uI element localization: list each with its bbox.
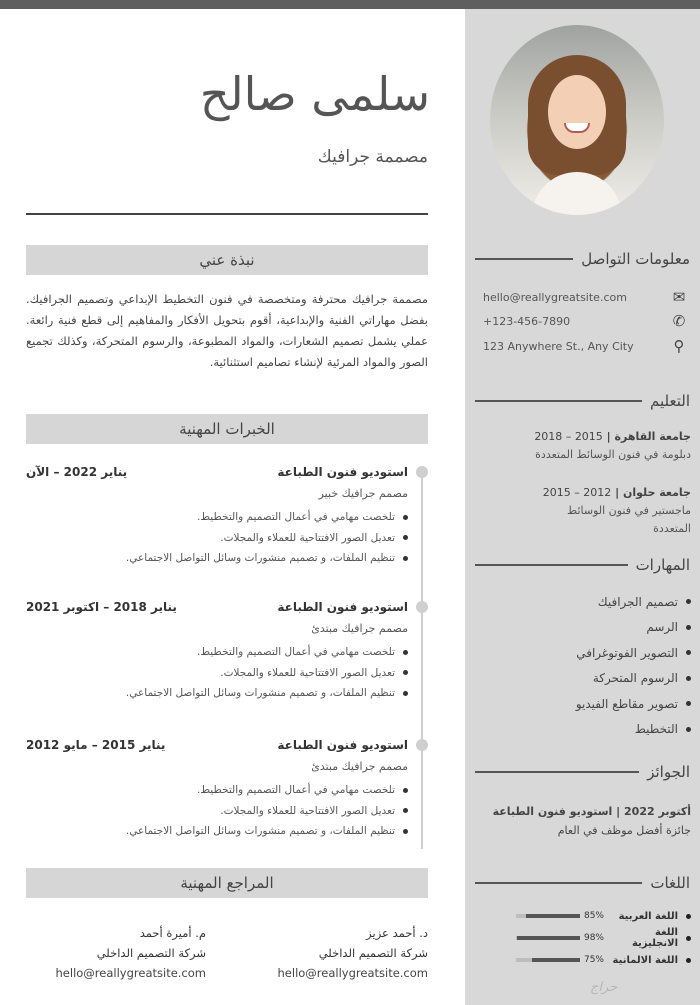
skill-item <box>479 615 691 641</box>
job-dates: يناير 2015 – مايو 2012 <box>26 738 166 752</box>
skill-item <box>479 666 691 692</box>
job-bullet <box>26 780 408 801</box>
skill-label: الرسوم المتحركة <box>592 671 678 686</box>
watermark: حراج <box>590 980 618 995</box>
person-name: سلمى صالح <box>199 67 430 121</box>
about-text: مصممة جرافيك محترفة ومتخصصة في فنون التخطيط الإبداعي وتصميم الجرافيك. بفضل مهاراتي الفنية والإبداعية، أقوم بتحويل الأفكار والمفاهيم إلى قطع فنية رائعة. عملي يشمل تصميم الشعارات، والمواد المطبوعة، والرسوم المتحركة، وكذلك تجميع الصور والمواد المرئية لإنشاء تصاميم استثنائية. <box>26 292 428 369</box>
timeline-dot <box>416 466 428 478</box>
job-title: مصمم جرافيك مبتدئ <box>311 760 408 773</box>
bullet-dot <box>686 701 691 706</box>
job-dates: يناير 2022 – الآن <box>26 465 128 479</box>
job-bullet-text: تلخصت مهامي في أعمال التصميم والتخطيط. <box>196 511 395 523</box>
language-name: اللغة العربية <box>618 910 678 922</box>
bullet-dot <box>686 676 691 681</box>
job-company: استوديو فنون الطباعة <box>277 738 408 752</box>
job-bullet-text: تعديل الصور الافتتاحية للعملاء والمجلات. <box>220 531 395 544</box>
contact-heading <box>475 247 690 271</box>
job-bullet-text: تنظيم الملفات، و تصميم منشورات وسائل التواصل الاجتماعي. <box>125 825 395 837</box>
job-bullet <box>26 507 408 528</box>
language-level-fill <box>532 958 580 962</box>
language-level-bar <box>516 914 580 918</box>
job-bullet <box>26 663 408 684</box>
job-company: استوديو فنون الطباعة <box>277 600 408 614</box>
bullet-dot <box>403 808 408 813</box>
job-bullets <box>26 642 408 704</box>
language-name: اللغة الانجليزية <box>631 927 678 949</box>
contact-address: 123 Anywhere St., Any City <box>483 339 634 353</box>
education-years: 2012 – 2015 <box>542 486 612 499</box>
job-bullet-text: تلخصت مهامي في أعمال التصميم والتخطيط. <box>196 784 395 796</box>
heading-line <box>475 258 573 260</box>
references-heading: المراجع المهنية <box>26 868 428 898</box>
reference-email[interactable]: hello@reallygreatsite.com <box>55 966 206 980</box>
language-item <box>479 905 691 927</box>
reference-org: شركة التصميم الداخلي <box>318 946 428 960</box>
skills-list <box>479 589 691 742</box>
mail-icon: ✉ <box>672 288 686 306</box>
job-bullet <box>26 548 408 569</box>
reference-item <box>26 923 206 983</box>
timeline-dot <box>416 601 428 613</box>
profile-photo <box>490 25 664 215</box>
languages-heading-text: اللغات <box>650 874 690 892</box>
bullet-dot <box>403 670 408 675</box>
awards-heading-text: الجوائز <box>647 763 690 781</box>
job-bullet <box>26 642 408 663</box>
sidebar <box>465 9 700 1005</box>
location-pin-icon: ⚲ <box>673 337 685 355</box>
bullet-dot <box>686 936 691 941</box>
job-bullet-text: تلخصت مهامي في أعمال التصميم والتخطيط. <box>196 646 395 658</box>
job-bullet <box>26 821 408 842</box>
skill-item <box>479 640 691 666</box>
main-column <box>0 9 465 1005</box>
photo-shirt <box>532 172 622 215</box>
skill-label: التصوير الفوتوغرافي <box>576 645 678 660</box>
top-bar <box>0 0 700 9</box>
job-entry <box>26 463 408 569</box>
bullet-dot <box>403 556 408 561</box>
bullet-dot <box>686 650 691 655</box>
heading-line <box>475 882 642 884</box>
awards-heading <box>475 760 690 784</box>
education-school-line: جامعة القاهرة | 2015 – 2018 <box>534 430 691 443</box>
job-entry <box>26 736 408 842</box>
reference-name: م. أميرة أحمد <box>139 926 206 940</box>
skill-label: تصوير مقاطع الفيديو <box>575 696 678 711</box>
job-bullet-text: تعديل الصور الافتتاحية للعملاء والمجلات. <box>220 666 395 679</box>
award-title-line: أكتوبر 2022 | استوديو فنون الطباعة <box>492 805 691 818</box>
language-level-bar <box>516 958 580 962</box>
skill-label: التخطيط <box>634 722 678 737</box>
language-name: اللغة الالمانية <box>612 954 678 966</box>
education-heading <box>475 389 690 413</box>
education-years: 2015 – 2018 <box>534 430 603 443</box>
award-org: استوديو فنون الطباعة <box>492 805 613 818</box>
languages-list <box>479 905 691 971</box>
heading-line <box>475 400 642 402</box>
education-item <box>479 428 691 464</box>
phone-icon: ✆ <box>672 312 686 330</box>
skill-item <box>479 717 691 743</box>
language-level-fill <box>526 914 580 918</box>
contact-email[interactable]: hello@reallygreatsite.com <box>483 290 627 304</box>
header-divider <box>26 213 428 215</box>
job-title: مصمم جرافيك خبير <box>318 487 408 500</box>
job-bullet-text: تنظيم الملفات، و تصميم منشورات وسائل التواصل الاجتماعي. <box>125 552 395 564</box>
timeline-line <box>421 475 423 849</box>
reference-name: د. أحمد عزيز <box>366 926 428 940</box>
award-name: جائزة أفضل موظف في العام <box>557 824 691 837</box>
contact-heading-text: معلومات التواصل <box>581 250 690 268</box>
bullet-dot <box>686 958 691 963</box>
reference-email[interactable]: hello@reallygreatsite.com <box>277 966 428 980</box>
job-title: مصمم جرافيك مبتدئ <box>311 622 408 635</box>
timeline-dot <box>416 739 428 751</box>
experience-heading: الخبرات المهنية <box>26 414 428 444</box>
photo-face <box>548 75 606 149</box>
language-percent: 98% <box>583 933 604 943</box>
job-entry <box>26 598 408 704</box>
skills-heading-text: المهارات <box>635 556 690 574</box>
heading-line <box>475 564 628 566</box>
language-item <box>479 949 691 971</box>
bullet-dot <box>686 599 691 604</box>
education-item <box>479 484 691 538</box>
contact-address-row <box>483 336 688 356</box>
education-degree: دبلومة في فنون الوسائط المتعددة <box>535 448 691 461</box>
language-item <box>479 927 691 949</box>
award-item <box>479 802 691 840</box>
job-bullets <box>26 507 408 569</box>
person-role: مصممة جرافيك <box>317 147 428 167</box>
contact-email-row <box>483 287 688 307</box>
about-heading: نبذة عني <box>26 245 428 275</box>
job-bullet-text: تعديل الصور الافتتاحية للعملاء والمجلات. <box>220 804 395 817</box>
job-bullet <box>26 801 408 822</box>
skills-heading <box>475 553 690 577</box>
bullet-dot <box>403 788 408 793</box>
reference-item <box>248 923 428 983</box>
language-percent: 85% <box>583 911 604 921</box>
education-degree: ماجستير في فنون الوسائط المتعددة <box>567 504 691 535</box>
contact-phone[interactable]: +123-456-7890 <box>483 314 571 328</box>
education-heading-text: التعليم <box>650 392 690 410</box>
job-bullets <box>26 780 408 842</box>
references-list <box>26 923 428 983</box>
language-level-bar <box>516 936 580 940</box>
job-dates: يناير 2018 – اكتوبر 2021 <box>26 600 177 614</box>
education-school: جامعة حلوان <box>622 486 691 499</box>
bullet-dot <box>403 515 408 520</box>
skill-item <box>479 691 691 717</box>
bullet-dot <box>686 625 691 630</box>
job-bullet <box>26 528 408 549</box>
job-company: استوديو فنون الطباعة <box>277 465 408 479</box>
bullet-dot <box>686 914 691 919</box>
reference-org: شركة التصميم الداخلي <box>96 946 206 960</box>
bullet-dot <box>403 650 408 655</box>
bullet-dot <box>686 727 691 732</box>
bullet-dot <box>403 829 408 834</box>
language-percent: 75% <box>583 955 604 965</box>
contact-phone-row <box>483 311 688 331</box>
language-level-fill <box>517 936 580 940</box>
bullet-dot <box>403 691 408 696</box>
award-date: أكتوبر 2022 <box>624 805 691 818</box>
education-school-line: جامعة حلوان | 2012 – 2015 <box>542 486 691 499</box>
heading-line <box>475 771 639 773</box>
languages-heading <box>475 871 690 895</box>
skill-item <box>479 589 691 615</box>
job-bullet-text: تنظيم الملفات، و تصميم منشورات وسائل التواصل الاجتماعي. <box>125 687 395 699</box>
bullet-dot <box>403 535 408 540</box>
skill-label: تصميم الجرافيك <box>597 594 678 609</box>
education-school: جامعة القاهرة <box>614 430 691 443</box>
skill-label: الرسم <box>646 620 678 635</box>
job-bullet <box>26 683 408 704</box>
